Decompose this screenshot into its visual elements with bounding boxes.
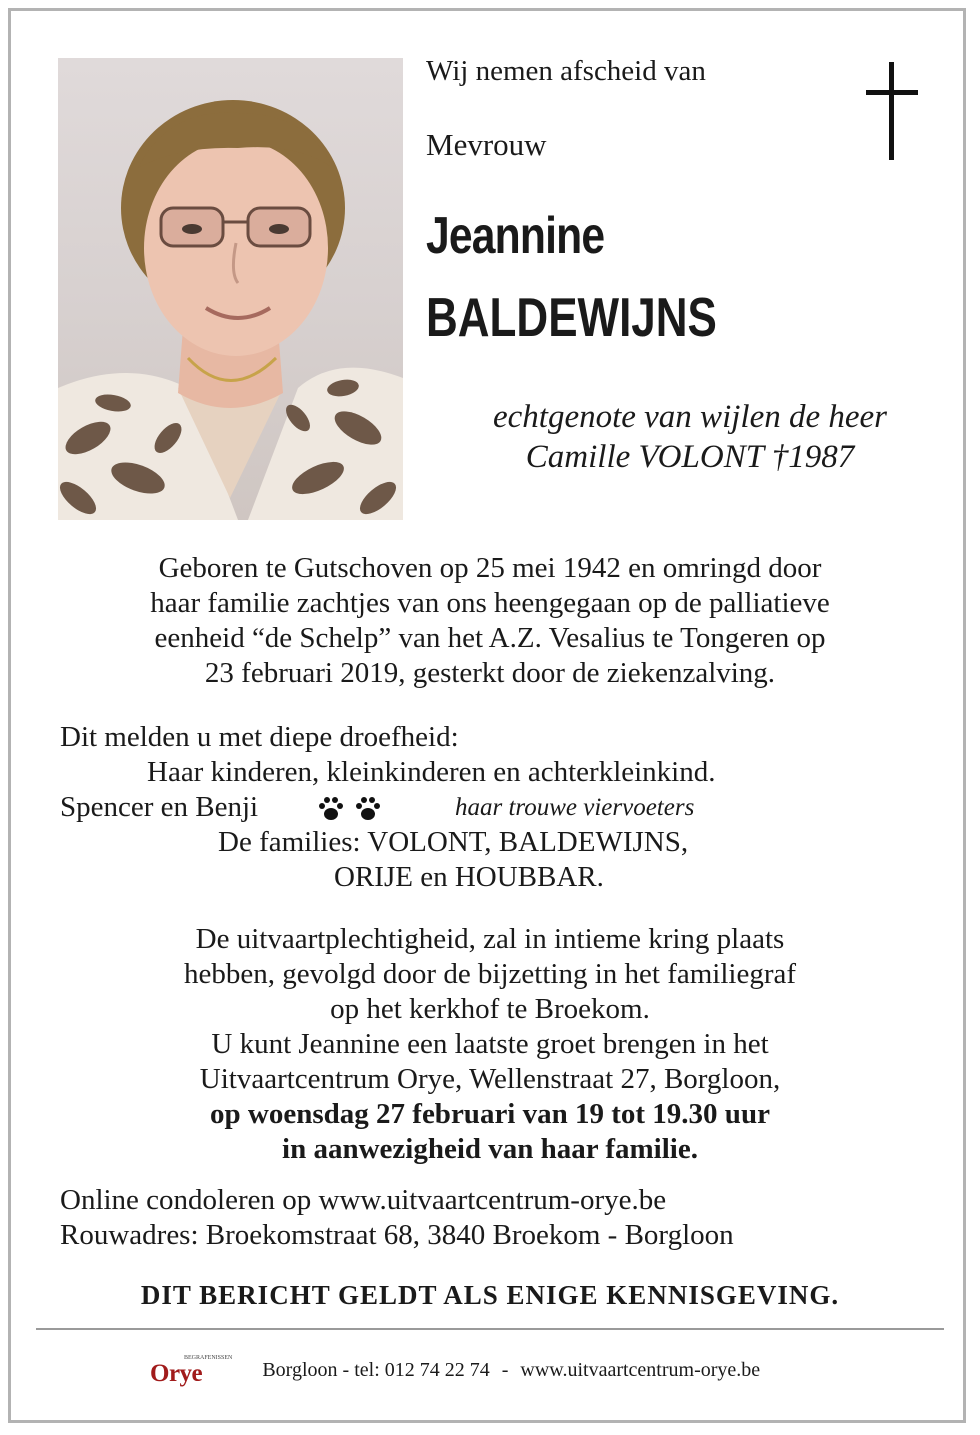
birth-line: Geboren te Gutschoven op 25 mei 1942 en omringd door <box>158 552 822 584</box>
notice-text: DIT BERICHT GELDT ALS ENIGE KENNISGEVING. <box>140 1280 840 1310</box>
intro-text: Wij nemen afscheid van <box>426 55 706 87</box>
ceremony-line: U kunt Jeannine een laatste groet brengen in het <box>211 1028 769 1060</box>
first-name: Jeannine <box>426 207 605 265</box>
contact-block <box>60 1183 734 1253</box>
ceremony-line: De uitvaartplechtigheid, zal in intieme kring plaats <box>195 923 785 955</box>
footer-separator: - <box>501 1358 509 1381</box>
paw-print-icon <box>316 790 386 825</box>
children-line: Haar kinderen, kleinkinderen en achterkleinkind. <box>147 756 716 788</box>
portrait-photo <box>58 58 403 520</box>
birth-line: haar familie zachtjes van ons heengegaan op de palliatieve <box>150 587 830 619</box>
ceremony-line: Uitvaartcentrum Orye, Wellenstraat 27, Borgloon, <box>199 1063 781 1095</box>
footer <box>150 1350 760 1390</box>
honorific: Mevrouw <box>426 127 547 162</box>
families-line-1: De families: VOLONT, BALDEWIJNS, <box>218 826 689 858</box>
ceremony-line: hebben, gevolgd door de bijzetting in het familiegraf <box>183 958 797 990</box>
pets-note: haar trouwe viervoeters <box>455 794 695 821</box>
online-condolences: Online condoleren op www.uitvaartcentrum-orye.be <box>60 1184 667 1216</box>
birth-line: eenheid “de Schelp” van het A.Z. Vesalius te Tongeren op <box>154 622 826 654</box>
visit-time: op woensdag 27 februari van 19 tot 19.30 uur <box>210 1098 770 1130</box>
ceremony-paragraph <box>40 922 940 1167</box>
mourners-intro: Dit melden u met diepe droefheid: <box>60 721 459 753</box>
spouse-info <box>410 397 970 477</box>
ceremony-line: op het kerkhof te Broekom. <box>330 993 650 1025</box>
spouse-line-1: echtgenote van wijlen de heer <box>492 399 888 435</box>
footer-contact: Borgloon - tel: 012 74 22 74 <box>262 1358 490 1381</box>
cross-icon <box>862 62 922 160</box>
mourning-address: Rouwadres: Broekomstraat 68, 3840 Broekom - Borgloon <box>60 1219 734 1251</box>
spouse-line-2: Camille VOLONT †1987 <box>525 439 855 475</box>
birth-line: 23 februari 2019, gesterkt door de ziekenzalving. <box>204 657 776 689</box>
orye-logo: BEGRAFENISSEN Orye <box>150 1354 233 1387</box>
visit-presence: in aanwezigheid van haar familie. <box>282 1133 698 1165</box>
footer-divider <box>36 1328 944 1330</box>
pets-names: Spencer en Benji <box>60 791 259 823</box>
footer-website[interactable]: www.uitvaartcentrum-orye.be <box>520 1358 761 1381</box>
families-line-2: ORIJE en HOUBBAR. <box>334 861 604 893</box>
last-name: BALDEWIJNS <box>426 286 717 348</box>
birth-paragraph <box>40 551 940 691</box>
